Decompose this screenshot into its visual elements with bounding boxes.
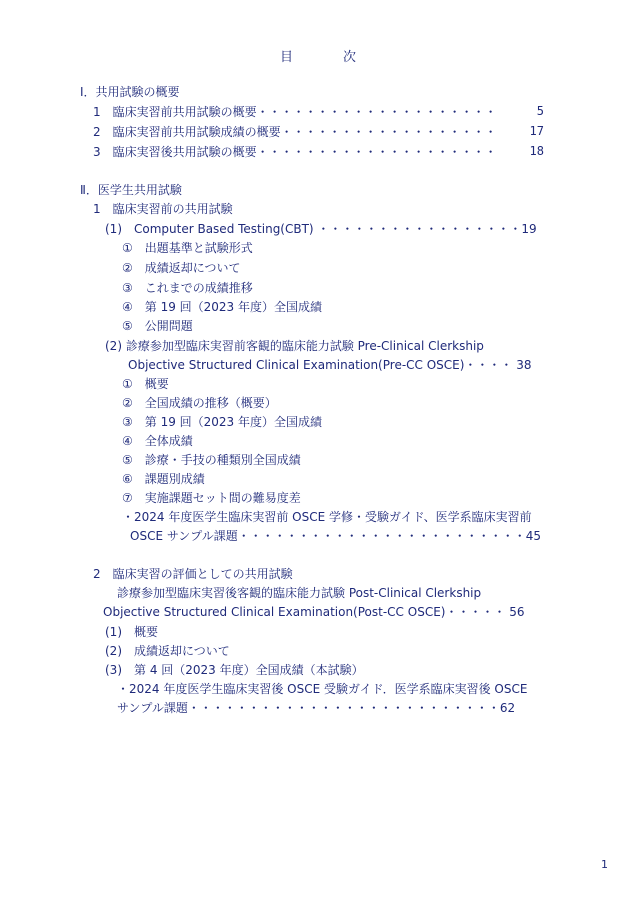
toc-item-2-1-1: (1) Computer Based Testing(CBT) ・・・・・・・・・・・・・・・・・19: [105, 222, 537, 236]
title-char-1: 目: [279, 50, 293, 65]
toc-item-2-2-b: Objective Structured Clinical Examination(Post-CC OSCE)・・・・・ 56: [103, 605, 525, 619]
toc-sub-d: ④ 第 19 回（2023 年度）全国成績: [122, 300, 323, 314]
toc-sub-2-a: ① 概要: [122, 377, 169, 391]
toc-item-2-2-1: (1) 概要: [105, 625, 158, 639]
toc-page-1-1: 5: [536, 104, 544, 118]
toc-sub-2-h: ・2024 年度医学生臨床実習前 OSCE 学修・受験ガイド、医学系臨床実習前: [122, 510, 532, 524]
toc-sub-c: ③ これまでの成績推移: [122, 281, 253, 295]
toc-sub-2-f: ⑥ 課題別成績: [122, 472, 205, 486]
toc-section-2: Ⅱ．医学生共用試験: [80, 183, 182, 197]
toc-sub-a: ① 出題基準と試験形式: [122, 241, 253, 255]
toc-item-1-2: 2 臨床実習前共用試験成績の概要・・・・・・・・・・・・・・・・・・: [93, 125, 497, 139]
page-number: 1: [601, 858, 608, 871]
toc-item-2-1: 1 臨床実習前の共用試験: [93, 202, 233, 216]
toc-sub-2-c: ③ 第 19 回（2023 年度）全国成績: [122, 415, 323, 429]
page-title: [0, 46, 636, 65]
toc-sub-2-d: ④ 全体成績: [122, 434, 193, 448]
toc-item-2-2-2: (2) 成績返却について: [105, 644, 230, 658]
title-char-2: 次: [343, 50, 357, 65]
toc-item-2-2-3: (3) 第 4 回（2023 年度）全国成績（本試験）: [105, 663, 364, 677]
toc-sub-2-e: ⑤ 診療・手技の種類別全国成績: [122, 453, 301, 467]
toc-section-1: Ⅰ．共用試験の概要: [80, 85, 180, 99]
toc-page-1-3: 18: [529, 144, 544, 158]
toc-page-1-2: 17: [529, 124, 544, 138]
toc-sub-2-g: ⑦ 実施課題セット間の難易度差: [122, 491, 301, 505]
toc-item-2-1-2: (2) 診療参加型臨床実習前客観的臨床能力試験 Pre-Clinical Clerkship: [105, 339, 484, 353]
toc-sub-2-b: ② 全国成績の推移（概要）: [122, 396, 277, 410]
toc-sub-b: ② 成績返却について: [122, 261, 241, 275]
toc-item-1-1: 1 臨床実習前共用試験の概要・・・・・・・・・・・・・・・・・・・・: [93, 105, 497, 119]
toc-item-1-3: 3 臨床実習後共用試験の概要・・・・・・・・・・・・・・・・・・・・: [93, 145, 497, 159]
toc-sub-2-i: OSCE サンプル課題・・・・・・・・・・・・・・・・・・・・・・・・45: [130, 529, 542, 543]
toc-item-2-2-4: ・2024 年度医学生臨床実習後 OSCE 受験ガイド．医学系臨床実習後 OSCE: [117, 682, 528, 696]
toc-item-2-2-a: 診療参加型臨床実習後客観的臨床能力試験 Post-Clinical Clerkship: [117, 586, 482, 600]
toc-item-2-2-5: サンプル課題・・・・・・・・・・・・・・・・・・・・・・・・・・62: [117, 701, 516, 715]
toc-item-2-2: 2 臨床実習の評価としての共用試験: [93, 567, 293, 581]
toc-item-2-1-2-cont: Objective Structured Clinical Examination(Pre-CC OSCE)・・・・ 38: [128, 358, 532, 372]
toc-sub-e: ⑤ 公開問題: [122, 319, 193, 333]
